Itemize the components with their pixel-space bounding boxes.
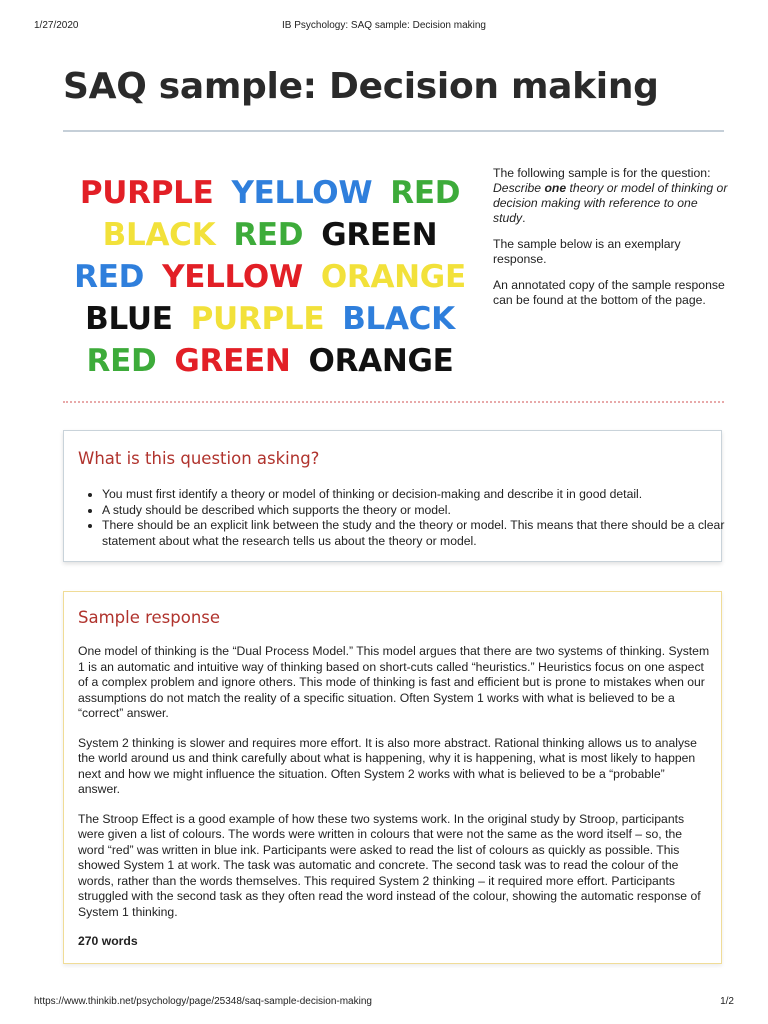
intro-question-paragraph: The following sample is for the question: Describe one theory or model of thinking or decision making with reference to one study. (493, 166, 728, 225)
stroop-word: RED (86, 343, 157, 379)
stroop-row (64, 340, 476, 382)
stroop-word: YELLOW (162, 259, 303, 295)
response-paragraph: The Stroop Effect is a good example of how these two systems work. In the original study by Stroop, participants were given a list of colours. The words were written in colours that were not the same as the word itself – so, the word “red” was written in blue ink. Participants were asked to read the list of colours as quickly as possible. This showed System 1 at work. The task was automatic and concrete. The second task was to read the colour of the words, rather than the words themselves. This required System 2 thinking – it required more effort. Participants struggled with the second task as they often read the word instead of the colour, showing the automatic response of System 1 thinking. (78, 811, 701, 919)
list-item: • There should be an explicit link between the study and the theory or model. This means that there should be a clear statement about what the research tells us about the theory or model. (102, 518, 732, 549)
stroop-word: RED (74, 259, 145, 295)
print-header (34, 20, 734, 31)
stroop-word: PURPLE (190, 301, 325, 337)
response-paragraph: System 2 thinking is slower and requires more effort. It is also more abstract. Rational thinking allows us to analyse the world around us and think carefully about what is happening, why it is happening, what is most likely to happen next and how we might influence the situation. Often System 2 works with what is believed to be a “probable” answer. (78, 735, 697, 796)
intro-annotated-paragraph: An annotated copy of the sample response can be found at the bottom of the page. (493, 278, 725, 307)
word-count: 270 words (78, 934, 138, 948)
print-page-title: IB Psychology: SAQ sample: Decision making (282, 20, 486, 31)
print-footer (34, 996, 734, 1007)
question-box (63, 430, 725, 562)
stroop-word-grid (64, 172, 476, 382)
stroop-row (64, 172, 476, 214)
section-divider (63, 401, 724, 403)
print-date: 1/27/2020 (34, 20, 79, 31)
stroop-word: BLACK (342, 301, 455, 337)
sample-response-box (63, 591, 722, 964)
response-paragraph: One model of thinking is the “Dual Process Model.” This model argues that there are two systems of thinking. System 1 is an automatic and intuitive way of thinking based on short-cuts called “heuristics.” Heuristics focus on one aspect of a complex problem and ignore others. This mode of thinking is fast and efficient but is prone to mistakes when our assumptions do not match the reality of a specific situation. Often System 1 works with what is believed to be a “correct” answer. (78, 644, 710, 720)
list-item: • You must first identify a theory or model of thinking or decision-making and describe it in good detail. (102, 487, 732, 503)
stroop-row (64, 298, 476, 340)
stroop-word: YELLOW (231, 175, 373, 211)
intro-exemplary-paragraph: The sample below is an exemplary response. (493, 237, 681, 266)
question-bullet-list (78, 487, 732, 549)
stroop-word: RED (390, 175, 461, 211)
page-title: SAQ sample: Decision making (63, 66, 659, 107)
sample-response-body (78, 644, 710, 964)
intro-text (493, 166, 731, 319)
stroop-word: RED (233, 217, 304, 253)
stroop-word: ORANGE (308, 343, 454, 379)
stroop-row (64, 214, 476, 256)
stroop-word: GREEN (321, 217, 438, 253)
stroop-word: GREEN (174, 343, 291, 379)
question-box-heading: What is this question asking? (78, 449, 320, 468)
list-item: • A study should be described which supports the theory or model. (102, 503, 732, 519)
stroop-word: PURPLE (79, 175, 214, 211)
stroop-word: ORANGE (320, 259, 466, 295)
stroop-word: BLUE (85, 301, 173, 337)
title-divider (63, 130, 724, 132)
page-url: https://www.thinkib.net/psychology/page/25348/saq-sample-decision-making (34, 996, 372, 1007)
stroop-word: BLACK (102, 217, 216, 253)
page-number: 1/2 (720, 996, 734, 1007)
sample-response-heading: Sample response (78, 608, 221, 627)
stroop-row (64, 256, 476, 298)
